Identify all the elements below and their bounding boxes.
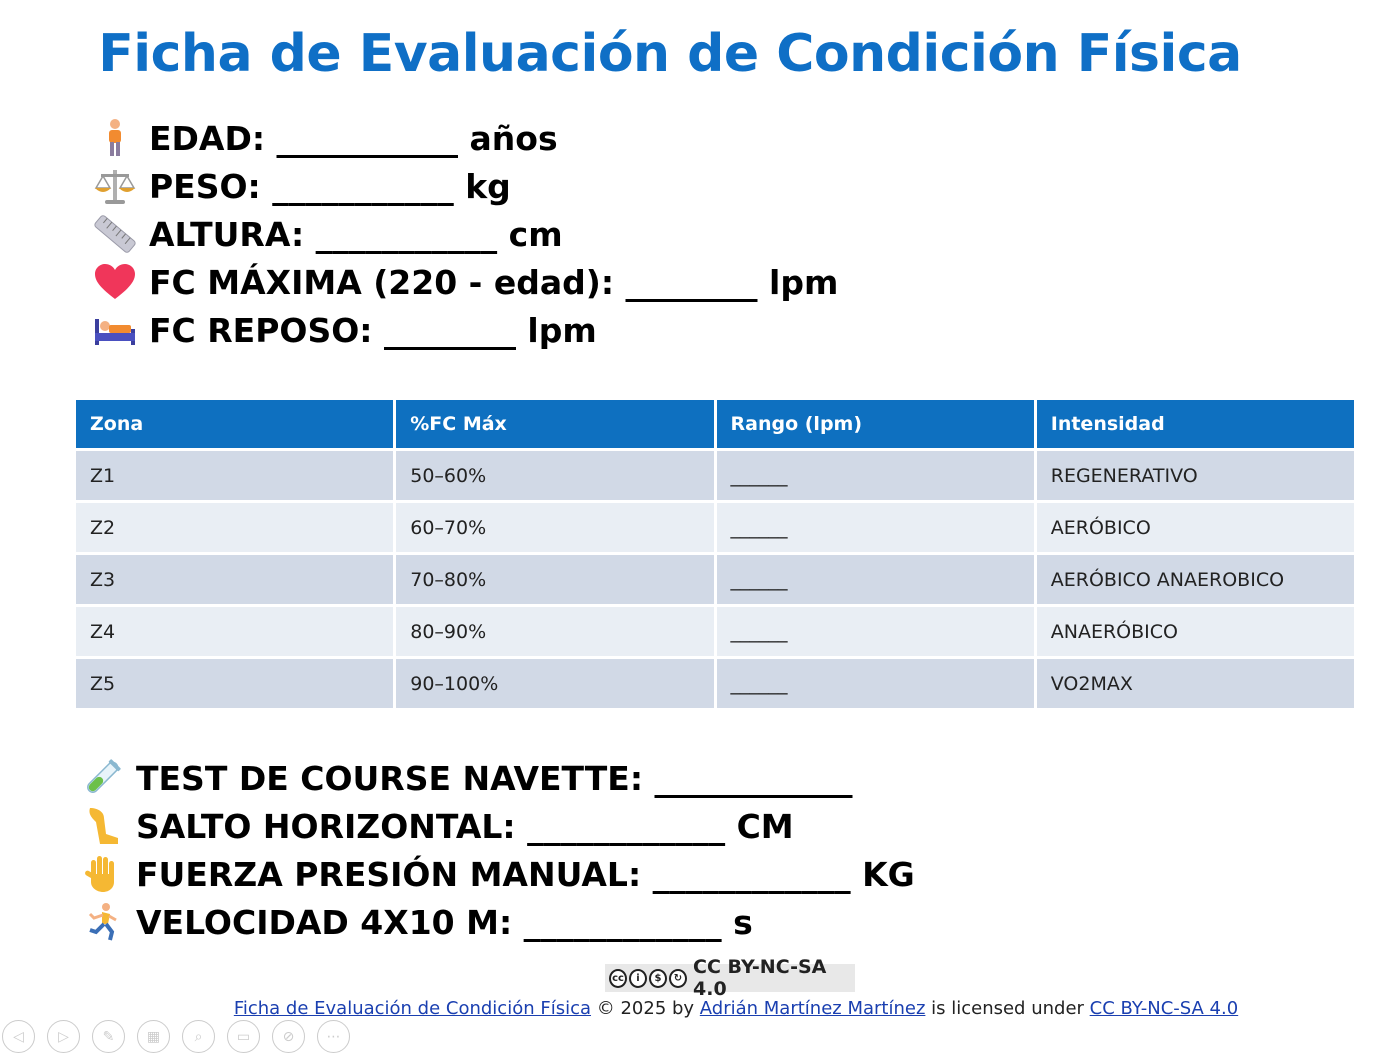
grip-label: FUERZA PRESIÓN MANUAL: ____________ KG (136, 854, 915, 894)
cc-icon: cc (609, 969, 627, 988)
height-row (93, 210, 838, 258)
person-icon (93, 118, 137, 158)
intensity-cell: REGENERATIVO (1035, 450, 1355, 502)
zone-cell: Z1 (75, 450, 395, 502)
camera-off-icon[interactable]: ⊘ (272, 1020, 305, 1053)
hand-icon (80, 854, 124, 894)
leg-icon (80, 806, 124, 846)
column-header-intensity: Intensidad (1035, 400, 1355, 450)
cc-license-badge[interactable] (605, 956, 855, 1000)
personal-info (93, 114, 838, 354)
intensity-cell: ANAERÓBICO (1035, 606, 1355, 658)
test-tube-icon (80, 758, 124, 798)
runner-icon (80, 902, 124, 942)
max-hr-label: FC MÁXIMA (220 - edad): ________ lpm (149, 262, 839, 302)
noncommercial-icon: $ (649, 969, 667, 988)
pen-icon[interactable]: ✎ (92, 1020, 125, 1053)
grip-row (80, 850, 915, 898)
zones-table (73, 400, 1357, 711)
table-row (75, 554, 1356, 606)
table-row (75, 606, 1356, 658)
license-link[interactable]: CC BY-NC-SA 4.0 (1089, 998, 1239, 1019)
jump-row (80, 802, 915, 850)
table-header-row (75, 400, 1356, 450)
next-slide-icon[interactable]: ▷ (47, 1020, 80, 1053)
percent-cell: 90–100% (395, 658, 715, 710)
zone-cell: Z3 (75, 554, 395, 606)
percent-cell: 70–80% (395, 554, 715, 606)
column-header-zone: Zona (75, 400, 395, 450)
percent-cell: 80–90% (395, 606, 715, 658)
subtitles-icon[interactable]: ▭ (227, 1020, 260, 1053)
range-cell: ______ (715, 606, 1035, 658)
heart-icon (93, 263, 137, 301)
zone-cell: Z4 (75, 606, 395, 658)
slides-grid-icon[interactable]: ▦ (137, 1020, 170, 1053)
intensity-cell: VO2MAX (1035, 658, 1355, 710)
height-label: ALTURA: ___________ cm (149, 214, 563, 254)
range-cell: ______ (715, 658, 1035, 710)
cc-badge-text: CC BY-NC-SA 4.0 (693, 956, 827, 1000)
attribution-icon: i (629, 969, 647, 988)
rest-hr-label: FC REPOSO: ________ lpm (149, 310, 597, 350)
scale-icon (93, 166, 137, 206)
slideshow-controls (0, 1020, 350, 1053)
percent-cell: 50–60% (395, 450, 715, 502)
column-header-range: Rango (lpm) (715, 400, 1035, 450)
more-options-icon[interactable]: ⋯ (317, 1020, 350, 1053)
intensity-cell: AERÓBICO ANAEROBICO (1035, 554, 1355, 606)
weight-label: PESO: ___________ kg (149, 166, 511, 206)
bed-icon (93, 313, 137, 347)
range-cell: ______ (715, 502, 1035, 554)
percent-cell: 60–70% (395, 502, 715, 554)
zone-cell: Z5 (75, 658, 395, 710)
range-cell: ______ (715, 554, 1035, 606)
speed-row (80, 898, 915, 946)
ruler-icon (93, 214, 137, 254)
intensity-cell: AERÓBICO (1035, 502, 1355, 554)
previous-slide-icon[interactable]: ◁ (2, 1020, 35, 1053)
navette-row (80, 754, 915, 802)
weight-row (93, 162, 838, 210)
sharealike-icon: ↻ (669, 969, 687, 988)
license-copyright-text: © 2025 by (591, 998, 700, 1019)
table-row (75, 658, 1356, 710)
jump-label: SALTO HORIZONTAL: ____________ CM (136, 806, 794, 846)
license-licensed-text: is licensed under (925, 998, 1090, 1019)
navette-label: TEST DE COURSE NAVETTE: ____________ (136, 758, 853, 798)
speed-label: VELOCIDAD 4X10 M: ____________ s (136, 902, 753, 942)
author-link[interactable]: Adrián Martínez Martínez (699, 998, 926, 1019)
zone-cell: Z2 (75, 502, 395, 554)
age-row (93, 114, 838, 162)
rest-hr-row (93, 306, 838, 354)
fitness-tests (80, 754, 915, 946)
column-header-percent: %FC Máx (395, 400, 715, 450)
zoom-icon[interactable]: ⌕ (182, 1020, 215, 1053)
table-row (75, 450, 1356, 502)
max-hr-row (93, 258, 838, 306)
license-notice (0, 998, 1392, 1019)
page-title: Ficha de Evaluación de Condición Física (98, 24, 1242, 84)
table-row (75, 502, 1356, 554)
range-cell: ______ (715, 450, 1035, 502)
work-title-link[interactable]: Ficha de Evaluación de Condición Física (233, 998, 592, 1019)
age-label: EDAD: ___________ años (149, 118, 558, 158)
